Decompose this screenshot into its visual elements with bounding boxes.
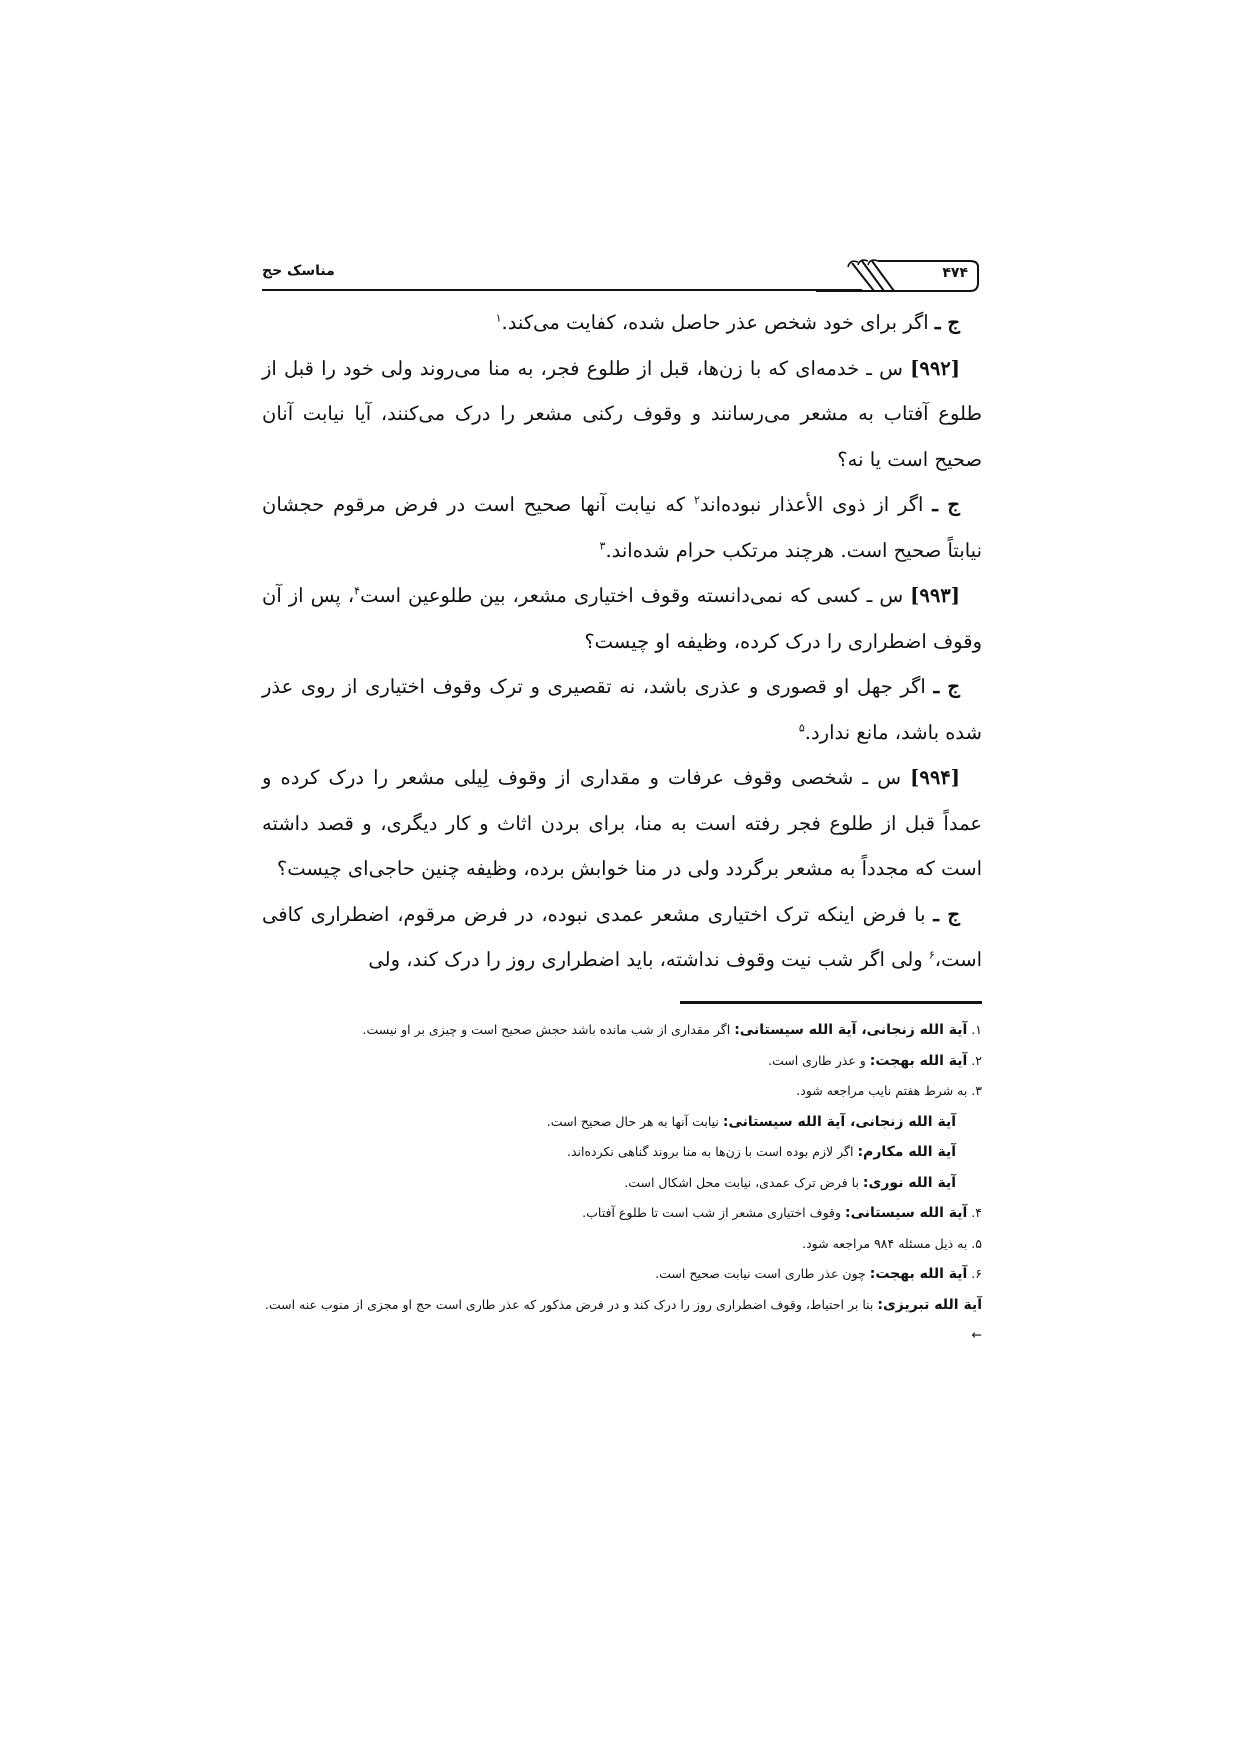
question-paragraph — [262, 573, 982, 664]
footnote-author: آیة الله زنجانی، آیة الله سیستانی: — [734, 1022, 968, 1038]
footnote-ref[interactable]: ۳ — [599, 539, 606, 552]
footnote-text: وقوف اختیاری مشعر از شب است تا طلوع آفتاب. — [582, 1205, 846, 1220]
footnote-author: آیة الله مکارم: — [857, 1144, 956, 1160]
footnote-ref[interactable]: ۲ — [693, 493, 700, 507]
answer-paragraph — [262, 482, 982, 573]
answer-paragraph — [262, 300, 982, 346]
question-text: س ـ شخصی وقوف عرفات و مقداری از وقوف لِیلی مشعر را درک کرده و عمداً قبل از طلوع فجر رفته است به منا، برای بردن اثاث و کار دیگری، و قصد داشته است که مجدداً به مشعر برگردد ولی در منا خوابش برده، وظیفه چنین حاجی‌ای چیست؟ — [262, 766, 982, 880]
footnote — [262, 1015, 982, 1046]
footnote-number: ۳. — [971, 1083, 982, 1098]
footnote-text: نیابت آنها به هر حال صحیح است. — [546, 1113, 723, 1129]
footnote-separator — [680, 1001, 982, 1004]
page-number: ۴۷۴ — [942, 265, 968, 281]
question-number: [۹۹۲] — [910, 356, 960, 380]
footnote-number: ۲. — [971, 1052, 982, 1068]
running-title: مناسک حج — [262, 263, 335, 279]
footnote-text: اگر لازم بوده است با زن‌ها به منا بروند گناهی نکرده‌اند. — [567, 1144, 858, 1159]
footnote-author: آیة الله نوری: — [862, 1174, 956, 1191]
answer-text: اگر برای خود شخص عذر حاصل شده، کفایت می‌کند. — [501, 311, 935, 334]
footnote — [262, 1076, 982, 1107]
question-text: س ـ کسی که نمی‌دانسته وقوف اختیاری مشعر، بین طلوعین است — [360, 584, 911, 607]
answer-paragraph — [262, 892, 982, 983]
footnote-author: آیة الله بهجت: — [869, 1052, 968, 1069]
footnote-author: آیة الله بهجت: — [869, 1266, 968, 1282]
footnote-number: ۱. — [971, 1022, 982, 1037]
footnote-ref[interactable]: ۱ — [495, 311, 502, 325]
footnote-text: و عذر طاری است. — [767, 1052, 870, 1068]
answer-text: اگر جهل او قصوری و عذری باشد، نه تقصیری و ترک وقوف اختیاری از روی عذر شده باشد، مانع ندارد. — [262, 675, 982, 744]
footnotes — [262, 1015, 982, 1351]
footnote-author: آیة الله زنجانی، آیة الله سیستانی: — [722, 1113, 956, 1130]
answer-text: ولی اگر شب نیت وقوف نداشته، باید اضطراری روز را درک کند، ولی — [368, 948, 929, 971]
footnote-ref[interactable]: ۴ — [354, 584, 361, 598]
footnote — [262, 1229, 982, 1260]
footnote-continuation — [262, 1290, 982, 1351]
question-number: [۹۹۴] — [910, 766, 960, 789]
answer-paragraph — [262, 664, 982, 755]
footnote-continuation — [262, 1168, 982, 1199]
footnote-continuation — [262, 1107, 982, 1138]
footnote-author: آیة الله تبریزی: — [877, 1296, 982, 1313]
footnote-continuation — [262, 1137, 982, 1168]
question-text: ، پس از آن وقوف اضطراری را درک کرده، وظیفه او چیست؟ — [262, 584, 982, 653]
answer-text: که نیابت آنها صحیح است در فرض مرقوم حجشان نیابتاً صحیح است. هرچند مرتکب حرام شده‌اند. — [262, 493, 982, 562]
answer-text: اگر از ذوی الأعذار نبوده‌اند — [699, 493, 933, 516]
footnote — [262, 1259, 982, 1290]
footnote-text: چون عذر طاری است نیابت صحیح است. — [655, 1266, 870, 1281]
question-number: [۹۹۳] — [910, 584, 961, 607]
footnote — [262, 1046, 982, 1077]
page-header — [262, 257, 982, 293]
footnote-text: به شرط هفتم نایب مراجعه شود. — [796, 1083, 972, 1098]
answer-marker: ج ـ — [932, 493, 960, 516]
footnote-number: ۵. — [971, 1235, 982, 1251]
answer-marker: ج ـ — [933, 902, 960, 926]
footnote — [262, 1198, 982, 1229]
footnote-number: ۶. — [971, 1266, 982, 1281]
footnote-text: به ذیل مسئله ۹۸۴ مراجعه شود. — [802, 1235, 972, 1251]
answer-text: با فرض اینکه ترک اختیاری مشعر عمدی نبوده، در فرض مرقوم، اضطراری کافی است، — [262, 902, 982, 971]
question-text: س ـ خدمه‌ای که با زن‌ها، قبل از طلوع فجر، به منا می‌روند ولی خود را قبل از طلوع آفتاب به مشعر می‌رسانند و وقوف رکنی مشعر را درک می‌کنند، آیا نیابت آنان صحیح است یا نه؟ — [262, 356, 982, 471]
footnote-text: با فرض ترک عمدی، نیابت محل اشکال است. — [624, 1174, 863, 1190]
answer-marker: ج ـ — [933, 675, 961, 698]
main-text — [262, 300, 982, 983]
header-rule — [262, 289, 862, 291]
footnote-ref[interactable]: ۶ — [928, 948, 935, 962]
question-paragraph — [262, 346, 982, 483]
footnote-author: آیة الله سیستانی: — [845, 1205, 968, 1221]
answer-marker: ج ـ — [934, 311, 960, 334]
footnote-text: اگر مقداری از شب مانده باشد حجش صحیح است و چیزی بر او نیست. — [362, 1022, 735, 1037]
footnote-text: بنا بر احتیاط، وقوف اضطراری روز را درک کند و در فرض مذکور که عذر طاری است حج او مجزی از منوب عنه است. ← — [264, 1296, 982, 1342]
footnote-number: ۴. — [971, 1205, 982, 1220]
question-paragraph — [262, 755, 982, 892]
footnote-ref[interactable]: ۵ — [798, 721, 805, 734]
